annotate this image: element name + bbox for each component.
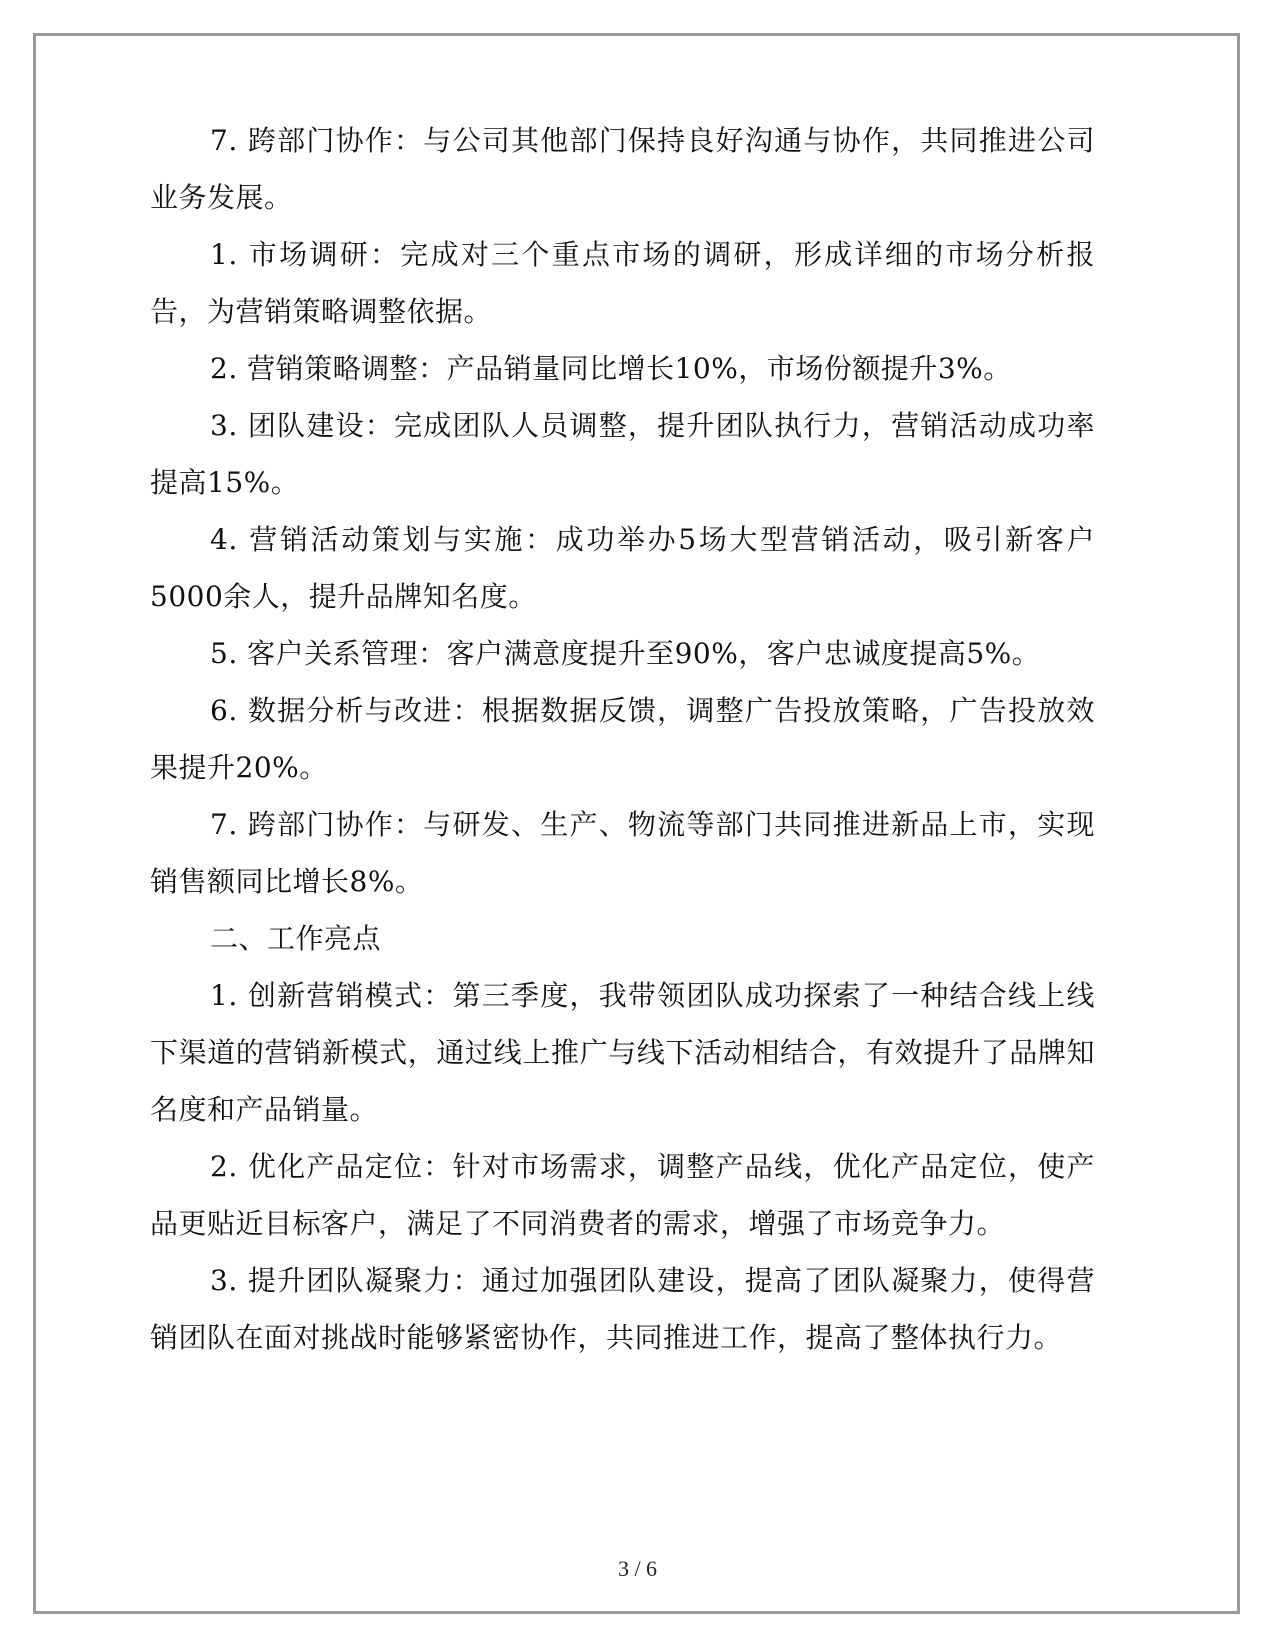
paragraph-product-positioning: 2. 优化产品定位：针对市场需求，调整产品线，优化产品定位，使产品更贴近目标客户，满足了不同消费者的需求，增强了市场竞争力。 xyxy=(150,1150,1095,1240)
paragraph-cross-dept-results: 7. 跨部门协作：与研发、生产、物流等部门共同推进新品上市，实现销售额同比增长8%。 xyxy=(150,808,1095,898)
paragraph-customer-relations: 5. 客户关系管理：客户满意度提升至90%，客户忠诚度提高5%。 xyxy=(210,637,1041,670)
paragraph-team-cohesion: 3. 提升团队凝聚力：通过加强团队建设，提高了团队凝聚力，使得营销团队在面对挑战时能够紧密协作，共同推进工作，提高了整体执行力。 xyxy=(150,1264,1095,1354)
page-number: 3 / 6 xyxy=(617,1556,658,1581)
paragraph-innovative-marketing: 1. 创新营销模式：第三季度，我带领团队成功探索了一种结合线上线下渠道的营销新模式，通过线上推广与线下活动相结合，有效提升了品牌知名度和产品销量。 xyxy=(150,979,1095,1126)
paragraph-marketing-strategy: 2. 营销策略调整：产品销量同比增长10%，市场份额提升3%。 xyxy=(210,352,1012,385)
paragraph-cross-dept-collaboration: 7. 跨部门协作：与公司其他部门保持良好沟通与协作，共同推进公司业务发展。 xyxy=(150,124,1095,214)
paragraph-marketing-events: 4. 营销活动策划与实施：成功举办5场大型营销活动，吸引新客户5000余人，提升品牌知名度。 xyxy=(150,523,1095,613)
paragraph-team-building: 3. 团队建设：完成团队人员调整，提升团队执行力，营销活动成功率提高15%。 xyxy=(150,409,1095,499)
document-body xyxy=(150,112,1095,1366)
paragraph-market-research: 1. 市场调研：完成对三个重点市场的调研，形成详细的市场分析报告，为营销策略调整依据。 xyxy=(150,238,1095,328)
paragraph-data-analysis: 6. 数据分析与改进：根据数据反馈，调整广告投放策略，广告投放效果提升20%。 xyxy=(150,694,1095,784)
section-heading-highlights: 二、工作亮点 xyxy=(210,922,382,955)
